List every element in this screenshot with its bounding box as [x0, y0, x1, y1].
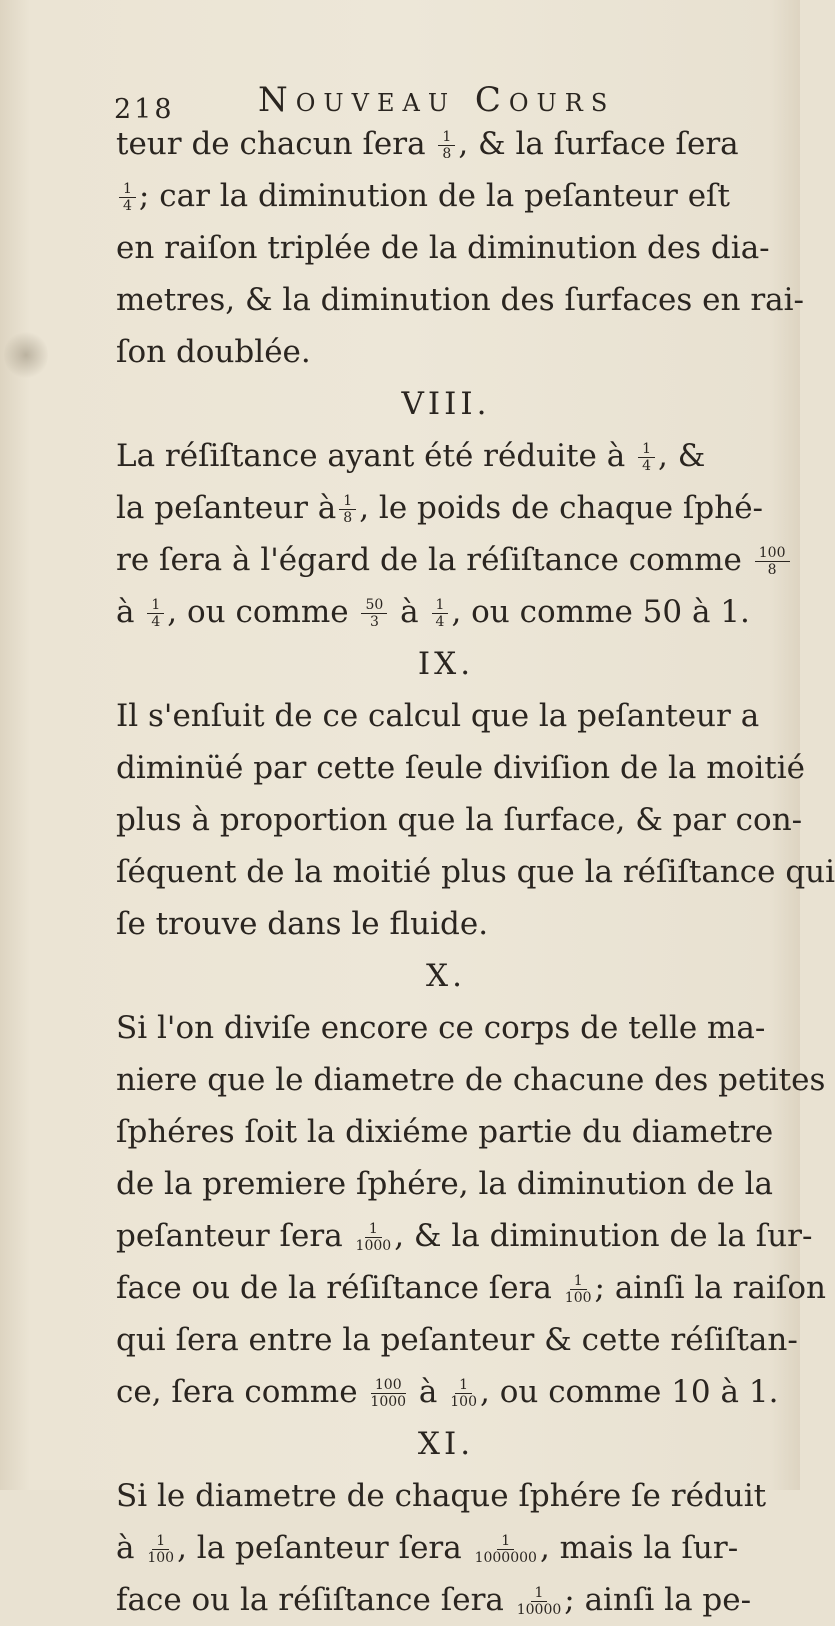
text-span: face ou la réſiſtance ſera: [116, 1582, 504, 1618]
fraction-numerator: 1: [438, 130, 455, 146]
text-span: ; ainſi la raiſon: [594, 1270, 826, 1306]
fraction-denominator: 4: [123, 198, 132, 214]
text-span: , mais la ſur-: [539, 1530, 739, 1566]
text-line: niere que le diametre de chacune des petites: [116, 1062, 826, 1098]
fraction: [475, 1534, 537, 1565]
fraction: [517, 1586, 562, 1617]
text-line: [116, 534, 796, 586]
text-line: qui ſera entre la peſanteur & cette réſiſtan-: [116, 1322, 798, 1358]
text-line: diminüé par cette ſeule diviſion de la moitié: [116, 750, 805, 786]
text-line: Si le diametre de chaque ſphére ſe réduit: [116, 1478, 767, 1514]
text-span: , ou comme 50 à 1.: [451, 594, 750, 630]
fraction-denominator: 1000: [355, 1238, 392, 1254]
text-line: [116, 1366, 796, 1418]
text-line: ſe trouve dans le fluide.: [116, 906, 489, 942]
text-span: , & la diminution de la ſur-: [394, 1218, 813, 1254]
body-text: [116, 118, 835, 1626]
text-span: ; ainſi la pe-: [564, 1582, 752, 1618]
fraction-numerator: 100: [371, 1378, 406, 1394]
fraction-numerator: 1: [432, 598, 449, 614]
page-header: [108, 72, 670, 125]
text-line: Si l'on diviſe encore ce corps de telle ma-: [116, 1010, 766, 1046]
fraction: [438, 130, 455, 161]
fraction: [755, 546, 790, 577]
fraction-numerator: 1: [365, 1222, 382, 1238]
fraction-denominator: 4: [642, 458, 651, 474]
fraction: [361, 598, 387, 629]
text-line: de la premiere ſphére, la diminution de la: [116, 1166, 774, 1202]
fraction: [356, 1222, 392, 1253]
fraction-denominator: 1000000: [474, 1550, 537, 1566]
fraction-numerator: 1: [497, 1534, 514, 1550]
text-span: re ſera à l'égard de la réſiſtance comme: [116, 542, 742, 578]
fraction-denominator: 10000: [516, 1602, 562, 1618]
text-line: metres, & la diminution des ſurfaces en rai-: [116, 282, 805, 318]
text-span: , &: [657, 438, 706, 474]
text-span: , ou comme 10 à 1.: [480, 1374, 779, 1410]
fraction-numerator: 1: [570, 1274, 587, 1290]
text-span: face ou de la réſiſtance ſera: [116, 1270, 552, 1306]
fraction: [432, 598, 449, 629]
text-span: la peſanteur à: [116, 490, 337, 526]
text-span: La réſiſtance ayant été réduite à: [116, 438, 626, 474]
text-line: [116, 430, 796, 482]
fraction-numerator: 1: [531, 1586, 548, 1602]
fraction: [119, 182, 136, 213]
text-line: plus à proportion que la ſurface, & par con-: [116, 802, 803, 838]
text-line: [116, 1574, 796, 1626]
text-line: [116, 118, 796, 170]
fraction-numerator: 1: [119, 182, 136, 198]
fraction: [147, 598, 164, 629]
text-line: ſon doublée.: [116, 334, 311, 370]
fraction-denominator: 4: [151, 614, 161, 630]
fraction-denominator: 100: [147, 1550, 175, 1566]
text-span: , la peſanteur ſera: [177, 1530, 462, 1566]
text-line: [116, 586, 796, 638]
section-heading: VIII.: [401, 386, 491, 422]
section-heading: IX.: [417, 646, 475, 682]
fraction-numerator: 1: [455, 1378, 472, 1394]
text-line: [116, 1210, 813, 1262]
section-heading: X.: [426, 958, 466, 994]
fraction: [370, 1378, 406, 1409]
fraction: [450, 1378, 477, 1409]
page-number: 218: [114, 94, 175, 125]
text-line: [116, 1262, 826, 1314]
text-line: [116, 1522, 796, 1574]
text-span: , & la ſurface ſera: [458, 126, 739, 162]
fraction-denominator: 8: [442, 146, 452, 162]
fraction-denominator: 8: [343, 510, 353, 526]
fraction-denominator: 8: [767, 562, 777, 578]
text-line: [116, 482, 796, 534]
text-span: , ou comme: [167, 594, 349, 630]
text-line: Il s'enſuit de ce calcul que la peſanteur a: [116, 698, 760, 734]
text-line: ſéquent de la moitié plus que la réſiſtance qui: [116, 854, 835, 890]
fraction-numerator: 100: [755, 546, 790, 562]
text-line: ſphéres ſoit la dixiéme partie du diametre: [116, 1114, 774, 1150]
fraction-numerator: 1: [638, 442, 655, 458]
fraction-numerator: 1: [152, 1534, 169, 1550]
text-line: en raiſon triplée de la diminution des dia-: [116, 230, 770, 266]
fraction-denominator: 1000: [370, 1394, 407, 1410]
fraction: [638, 442, 655, 473]
fraction: [147, 1534, 174, 1565]
fraction-numerator: 1: [339, 494, 356, 510]
text-span: ; car la diminution de la peſanteur eſt: [138, 178, 730, 214]
text-span: ce, ſera comme: [116, 1374, 358, 1410]
text-span: peſanteur ſera: [116, 1218, 343, 1254]
text-span: à: [418, 1374, 438, 1410]
fraction: [339, 494, 356, 525]
text-span: à: [400, 594, 419, 630]
fraction-denominator: 100: [564, 1290, 592, 1306]
text-line: [116, 170, 796, 222]
fraction-denominator: 4: [435, 614, 445, 630]
text-span: , le poids de chaque ſphé-: [359, 490, 764, 526]
text-span: à: [116, 594, 135, 630]
fraction-numerator: 1: [147, 598, 164, 614]
section-heading: XI.: [417, 1426, 475, 1462]
fraction-numerator: 50: [361, 598, 387, 614]
fraction: [565, 1274, 592, 1305]
fraction-denominator: 3: [369, 614, 379, 630]
fraction-denominator: 100: [450, 1394, 477, 1410]
paper-stain: [4, 330, 48, 380]
running-title: Nouveau Cours: [258, 80, 616, 120]
text-span: à: [116, 1530, 135, 1566]
text-span: teur de chacun ſera: [116, 126, 426, 162]
